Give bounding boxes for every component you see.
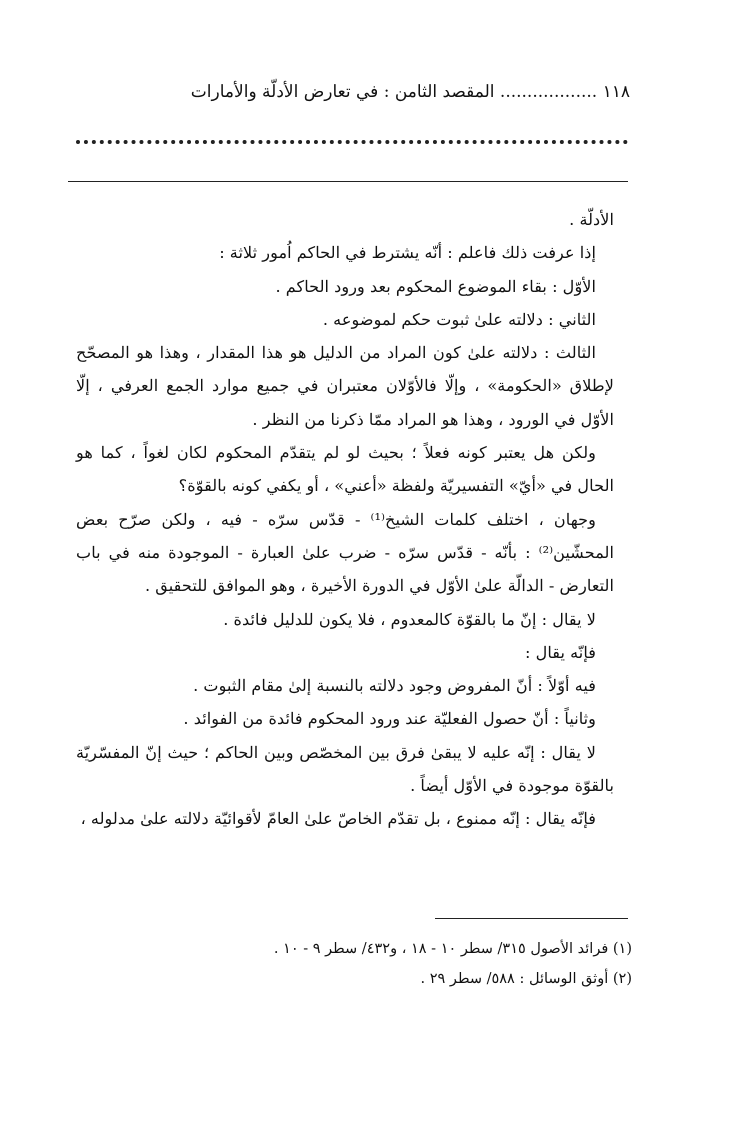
running-head: ١١٨ .................. المقصد الثامن : في تعارض الأدلّة والأمارات xyxy=(190,82,630,102)
footnote: (٢) أوثق الوسائل : ٥٨٨/ سطر ٢٩ . xyxy=(420,971,632,987)
dotted-divider xyxy=(76,140,628,152)
paragraph: لا يقال : إنّه عليه لا يبقىٰ فرق بين المخصّص وبين الحاكم ؛ حيث إنّ المفسّريّة بالقوّة موجودة في الأوّل أيضاً . xyxy=(76,742,614,796)
paragraph: ولكن هل يعتبر كونه فعلاً ؛ بحيث لو لم يتقدّم المحكوم لكان لغواً ، كما هو الحال في «أيّ» التفسيريّة ولفظة «أعني» ، أو يكفي كونه بالقوّة؟ xyxy=(76,443,614,496)
header-rule xyxy=(68,181,628,182)
paragraph-continuation: الأدلّة . xyxy=(569,210,614,229)
footnotes xyxy=(76,934,632,994)
main-text xyxy=(76,203,614,836)
paragraph: فإنّه يقال : إنّه ممنوع ، بل تقدّم الخاصّ علىٰ العامّ لأقوائيّة دلالته علىٰ مدلوله ، xyxy=(80,809,596,829)
paragraph: وجهان ، اختلف كلمات الشيخ⁽¹⁾ - قدّس سرّه - فيه ، ولكن صرّح بعض المحشّين⁽²⁾ : بأنّه - قدّس سرّه - ضرب علىٰ العبارة - الموجودة منه في باب التعارض - الدالّة علىٰ الأوّل في الدورة الأخيرة ، وهو الموافق للتحقيق . xyxy=(76,509,614,596)
paragraph: فيه أوّلاً : أنّ المفروض وجود دلالته بالنسبة إلىٰ مقام الثبوت . xyxy=(193,676,596,696)
paragraph: وثانياً : أنّ حصول الفعليّة عند ورود المحكوم فائدة من الفوائد . xyxy=(183,709,596,729)
paragraph: لا يقال : إنّ ما بالقوّة كالمعدوم ، فلا يكون للدليل فائدة . xyxy=(223,609,596,629)
footnote-rule xyxy=(435,918,628,919)
footnote: (١) فرائد الأصول ٣١٥/ سطر ١٠ - ١٨ ، و٤٣٢/ سطر ٩ - ١٠ . xyxy=(273,941,632,957)
paragraph: إذا عرفت ذلك فاعلم : أنّه يشترط في الحاكم اُمور ثلاثة : xyxy=(219,243,596,263)
paragraph: الأوّل : بقاء الموضوع المحكوم بعد ورود الحاكم . xyxy=(275,276,596,296)
paragraph: الثاني : دلالته علىٰ ثبوت حكم لموضوعه . xyxy=(322,309,596,329)
paragraph: الثالث : دلالته علىٰ كون المراد من الدليل هو هذا المقدار ، وهذا هو المصحّح لإطلاق «الحكومة» ، وإلّا فالأوّلان معتبران في جميع موارد الجمع العرفي ، إلّا الأوّل في الورود ، وهذا هو المراد ممّا ذكرنا من النظر . xyxy=(76,343,614,429)
paragraph: فإنّه يقال : xyxy=(525,642,596,662)
